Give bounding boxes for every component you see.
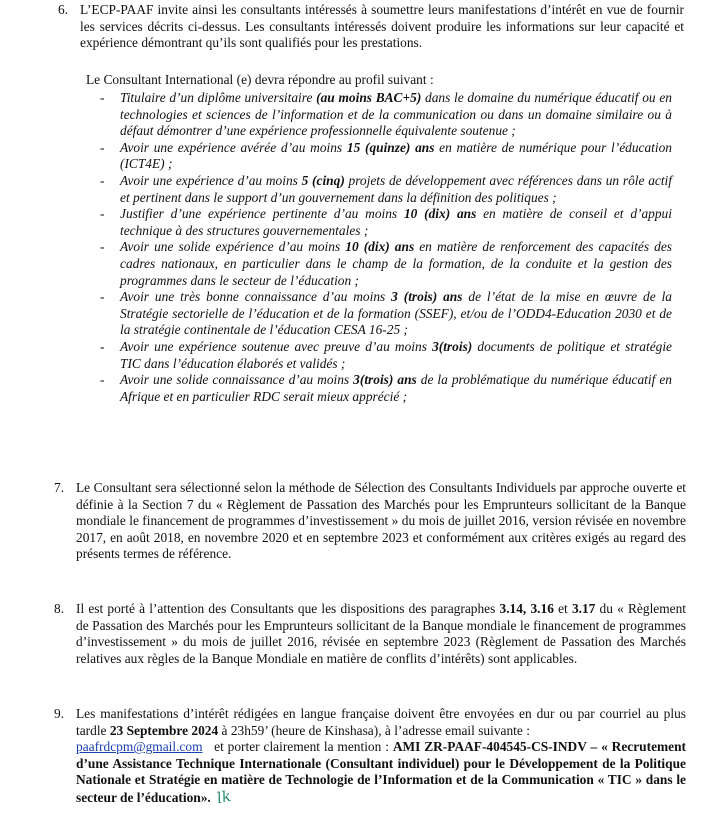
profile-bullet: - Justifier d’une expérience pertinente d’au moins 10 (dix) ans en matière de conseil et d’appui technique à des structures gouvernementales ; xyxy=(100,206,672,238)
profile-bullet: - Avoir une expérience avérée d’au moins 15 (quinze) ans en matière de numérique pour l’éducation (ICT4E) ; xyxy=(100,139,673,172)
item-6-number: 6. xyxy=(58,2,69,17)
contact-email-link[interactable]: paafrdcpm@gmail.com xyxy=(76,739,203,755)
item-8-text: Il est porté à l’attention des Consultants que les dispositions des paragraphes 3.14, 3.16 et 3.17 du « Règlement de Passation des Marchés pour les Emprunteurs sollicitant de la Banque mondiale le financement de programmes d’investissement » du mois de juillet 2016, révisée en septembre 2023 (Règlement de Passation des Marchés relatives aux règles de la Banque Mondiale en matière de conflits d’intérêts) sont applicables. xyxy=(76,601,687,666)
profile-intro: Le Consultant International (e) devra répondre au profil suivant : xyxy=(86,72,434,87)
profile-bullet: - Avoir une expérience d’au moins 5 (cinq) projets de développement avec références dans un rôle actif et pertinent dans le support d’un gouvernement dans la définition des politiques ; xyxy=(100,172,672,205)
profile-bullet: - Titulaire d’un diplôme universitaire (au moins BAC+5) dans le domaine du numérique éducatif ou en technologies et sciences de l’information et de la communication ou dans un domaine similaire ou à défaut démontrer d’une expérience professionnelle équivalente soutenue ; xyxy=(100,90,672,139)
profile-bullet-list xyxy=(100,90,672,405)
handwritten-initials: lk xyxy=(214,786,233,808)
profile-bullet: - Avoir une très bonne connaissance d’au moins 3 (trois) ans de l’état de la mise en œuvre de la Stratégie sectorielle de l’éducation et de la formation (SSEF), et/ou de l’ODD4-Education 2030 et de la stratégie continentale de l’éducation CESA 16-25 ; xyxy=(100,289,672,338)
profile-bullet: - Avoir une expérience soutenue avec preuve d’au moins 3(trois) documents de politique et stratégie TIC dans l’éducation élaborés et validés ; xyxy=(100,338,672,371)
item-6-text: L’ECP-PAAF invite ainsi les consultants intéressés à soumettre leurs manifestations d’intérêt en vue de fournir les services décrits ci-dessus. Les consultants intéressés doivent produire les informations sur leur capacité et expérience démontrant qu’ils sont qualifiés pour les prestations. xyxy=(80,2,684,51)
profile-bullet: - Avoir une solide connaissance d’au moins 3(trois) ans de la problématique du numérique éducatif en Afrique et en particulier RDC serait mieux apprécié ; xyxy=(100,372,673,404)
item-9-text: Les manifestations d’intérêt rédigées en langue française doivent être envoyées en dur ou par courriel au plus tardle 23 Septembre 2024 à 23h59’ (heure de Kinshasa), à l’adresse email suivante : paafrdcpm@gmail.com et porter clairement la mention : AMI ZR-PAAF-404545-CS-INDV – « Recrutement d’une Assistance Technique Internationale (Consultant individuel) pour le Développement de la Politique Nationale et Stratégie en matière de Technologie de l’Information et de la Communication « TIC » dans le secteur de l’éducation». lk xyxy=(76,706,687,808)
item-7-text: Le Consultant sera sélectionné selon la méthode de Sélection des Consultants Individuels par approche ouverte et définie à la Section 7 du « Règlement de Passation des Marchés pour les Emprunteurs sollicitant de la Banque mondiale le financement de programmes d’investissement » du mois de juillet 2016, version révisée en novembre 2017, en août 2018, en novembre 2020 et en septembre 2023 et conformément aux critères exigés au regard des présents termes de référence. xyxy=(76,480,686,562)
item-8-number: 8. xyxy=(54,601,65,616)
item-7-number: 7. xyxy=(54,480,65,495)
item-9-number: 9. xyxy=(54,706,65,721)
profile-bullet: - Avoir une solide expérience d’au moins 10 (dix) ans en matière de renforcement des capacités des cadres nationaux, en particulier dans le champ de la formation, de la conduite et la gestion des programmes dans le secteur de l’éducation ; xyxy=(100,239,672,288)
